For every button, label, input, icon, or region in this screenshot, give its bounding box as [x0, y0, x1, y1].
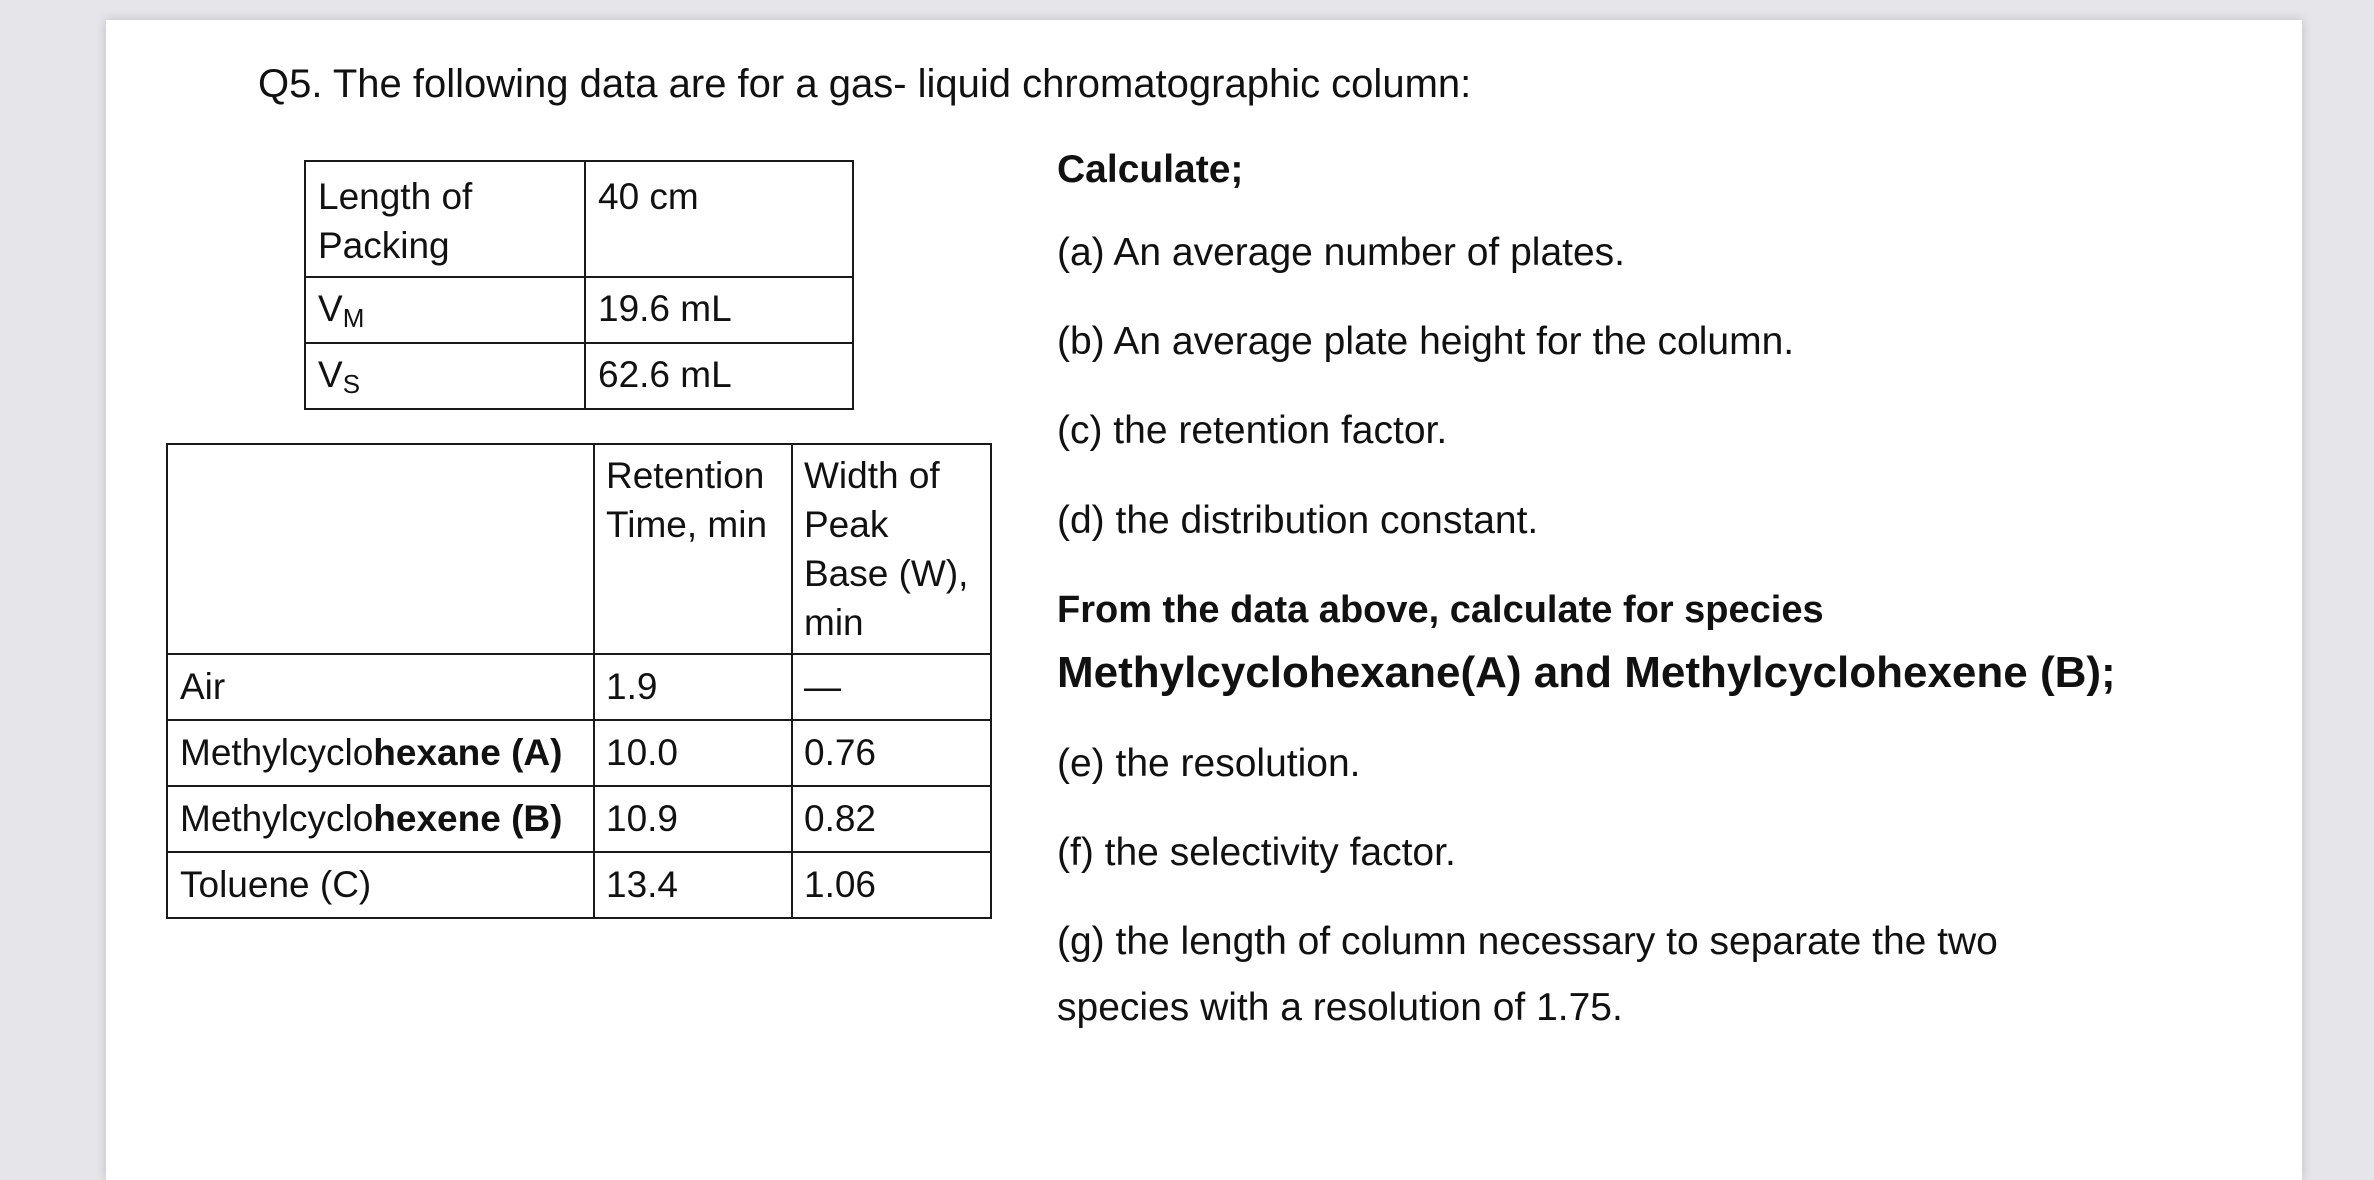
header-cell-retention: Retention Time, min — [594, 444, 792, 654]
question-item-b: (b) An average plate height for the column. — [1057, 320, 1795, 363]
species-names: Methylcyclohexane(A) and Methylcyclohexene (B); — [1057, 648, 2116, 697]
question-item-c: (c) the retention factor. — [1057, 409, 1448, 452]
param-symbol: V — [318, 288, 343, 329]
retention-time: 10.0 — [594, 720, 792, 786]
species-name-plain: Methylcyclo — [180, 732, 374, 773]
calculate-heading: Calculate; — [1057, 148, 1244, 191]
retention-time: 1.9 — [594, 654, 792, 720]
species-name-plain: Toluene (C) — [180, 864, 372, 905]
question-item-d: (d) the distribution constant. — [1057, 499, 1539, 542]
table-header-row — [167, 444, 991, 654]
table-row — [167, 720, 991, 786]
peak-width: 1.06 — [792, 852, 991, 918]
table-row — [167, 852, 991, 918]
table-row — [167, 786, 991, 852]
question-title: Q5. The following data are for a gas- liquid chromatographic column: — [258, 62, 1472, 106]
table-row — [305, 161, 853, 277]
column-parameters-table — [304, 160, 854, 410]
param-label — [305, 343, 585, 409]
param-value: 40 cm — [585, 161, 853, 277]
question-item-f: (f) the selectivity factor. — [1057, 831, 1456, 874]
table-row — [167, 654, 991, 720]
peak-width: 0.82 — [792, 786, 991, 852]
retention-time: 10.9 — [594, 786, 792, 852]
header-cell-species — [167, 444, 594, 654]
header-cell-width: Width of Peak Base (W), min — [792, 444, 991, 654]
species-name-plain: Air — [180, 666, 226, 707]
question-item-g-continued: species with a resolution of 1.75. — [1057, 986, 1623, 1029]
document-page — [106, 20, 2302, 1180]
species-name — [167, 786, 594, 852]
table-row — [305, 343, 853, 409]
species-name-plain: Methylcyclo — [180, 798, 374, 839]
species-name — [167, 654, 594, 720]
peak-width: 0.76 — [792, 720, 991, 786]
species-name-bold: hexane (A) — [373, 732, 563, 773]
param-subscript: M — [342, 303, 365, 333]
question-item-e: (e) the resolution. — [1057, 742, 1361, 785]
species-name — [167, 852, 594, 918]
param-value: 19.6 mL — [585, 277, 853, 343]
param-subscript: S — [342, 369, 361, 399]
param-symbol: V — [318, 354, 343, 395]
param-value: 62.6 mL — [585, 343, 853, 409]
table-row — [305, 277, 853, 343]
question-item-g: (g) the length of column necessary to separate the two — [1057, 920, 1998, 963]
species-heading: From the data above, calculate for species — [1057, 589, 1824, 631]
question-item-a: (a) An average number of plates. — [1057, 231, 1625, 274]
species-data-table — [166, 443, 992, 919]
peak-width: — — [792, 654, 991, 720]
retention-time: 13.4 — [594, 852, 792, 918]
species-name-bold: hexene (B) — [373, 798, 563, 839]
species-name — [167, 720, 594, 786]
param-label — [305, 277, 585, 343]
param-label: Length of Packing — [305, 161, 585, 277]
